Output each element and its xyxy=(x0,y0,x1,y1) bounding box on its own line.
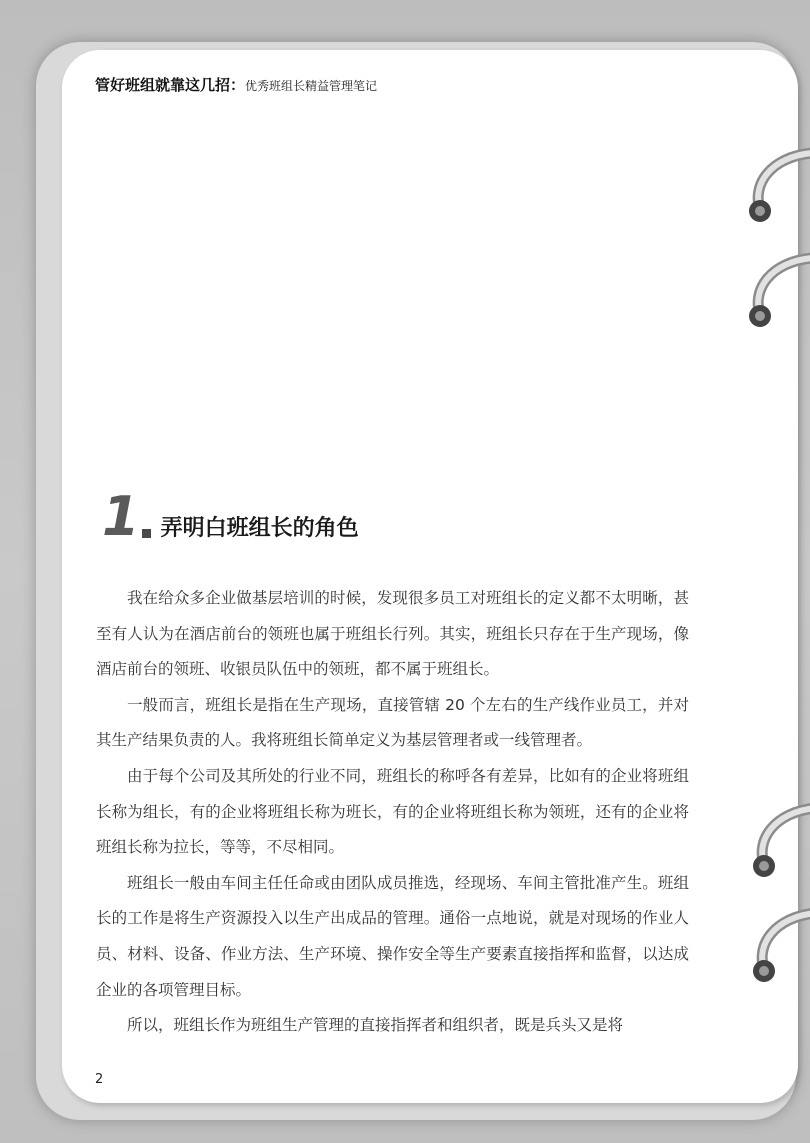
binder-ring-icon xyxy=(740,145,810,225)
section-title: 弄明白班组长的角色 xyxy=(160,516,359,541)
binder-ring-icon xyxy=(744,800,810,880)
section-bullet xyxy=(142,529,151,538)
binder-ring-icon xyxy=(740,250,810,330)
paragraph: 我在给众多企业做基层培训的时候，发现很多员工对班组长的定义都不太明晰，甚至有人认为在酒店前台的领班也属于班组长行列。其实，班组长只存在于生产现场，像酒店前台的领班、收银员队伍中的领班，都不属于班组长。 xyxy=(96,589,689,679)
paragraph: 所以，班组长作为班组生产管理的直接指挥者和组织者，既是兵头又是将 xyxy=(127,1016,624,1035)
binder-ring-icon xyxy=(744,905,810,985)
paragraph: 班组长一般由车间主任任命或由团队成员推选，经现场、车间主管批准产生。班组长的工作是将生产资源投入以生产出成品的管理。通俗一点地说，就是对现场的作业人员、材料、设备、作业方法、生产环境、操作安全等生产要素直接指挥和监督，以达成企业的各项管理目标。 xyxy=(96,873,689,999)
body-text xyxy=(96,581,689,1044)
section-heading xyxy=(102,485,359,548)
book-page xyxy=(62,50,798,1103)
book-title: 管好班组就靠这几招： xyxy=(95,76,246,94)
page-number: 2 xyxy=(95,1072,104,1087)
book-subtitle: 优秀班组长精益管理笔记 xyxy=(245,79,378,93)
section-number: 1 xyxy=(102,485,138,548)
paragraph: 一般而言，班组长是指在生产现场，直接管辖 20 个左右的生产线作业员工，并对其生产结果负责的人。我将班组长简单定义为基层管理者或一线管理者。 xyxy=(96,695,689,750)
paragraph: 由于每个公司及其所处的行业不同，班组长的称呼各有差异，比如有的企业将班组长称为组长，有的企业将班组长称为班长，有的企业将班组长称为领班，还有的企业将班组长称为拉长，等等，不尽相同。 xyxy=(96,766,689,857)
running-header xyxy=(95,74,377,95)
